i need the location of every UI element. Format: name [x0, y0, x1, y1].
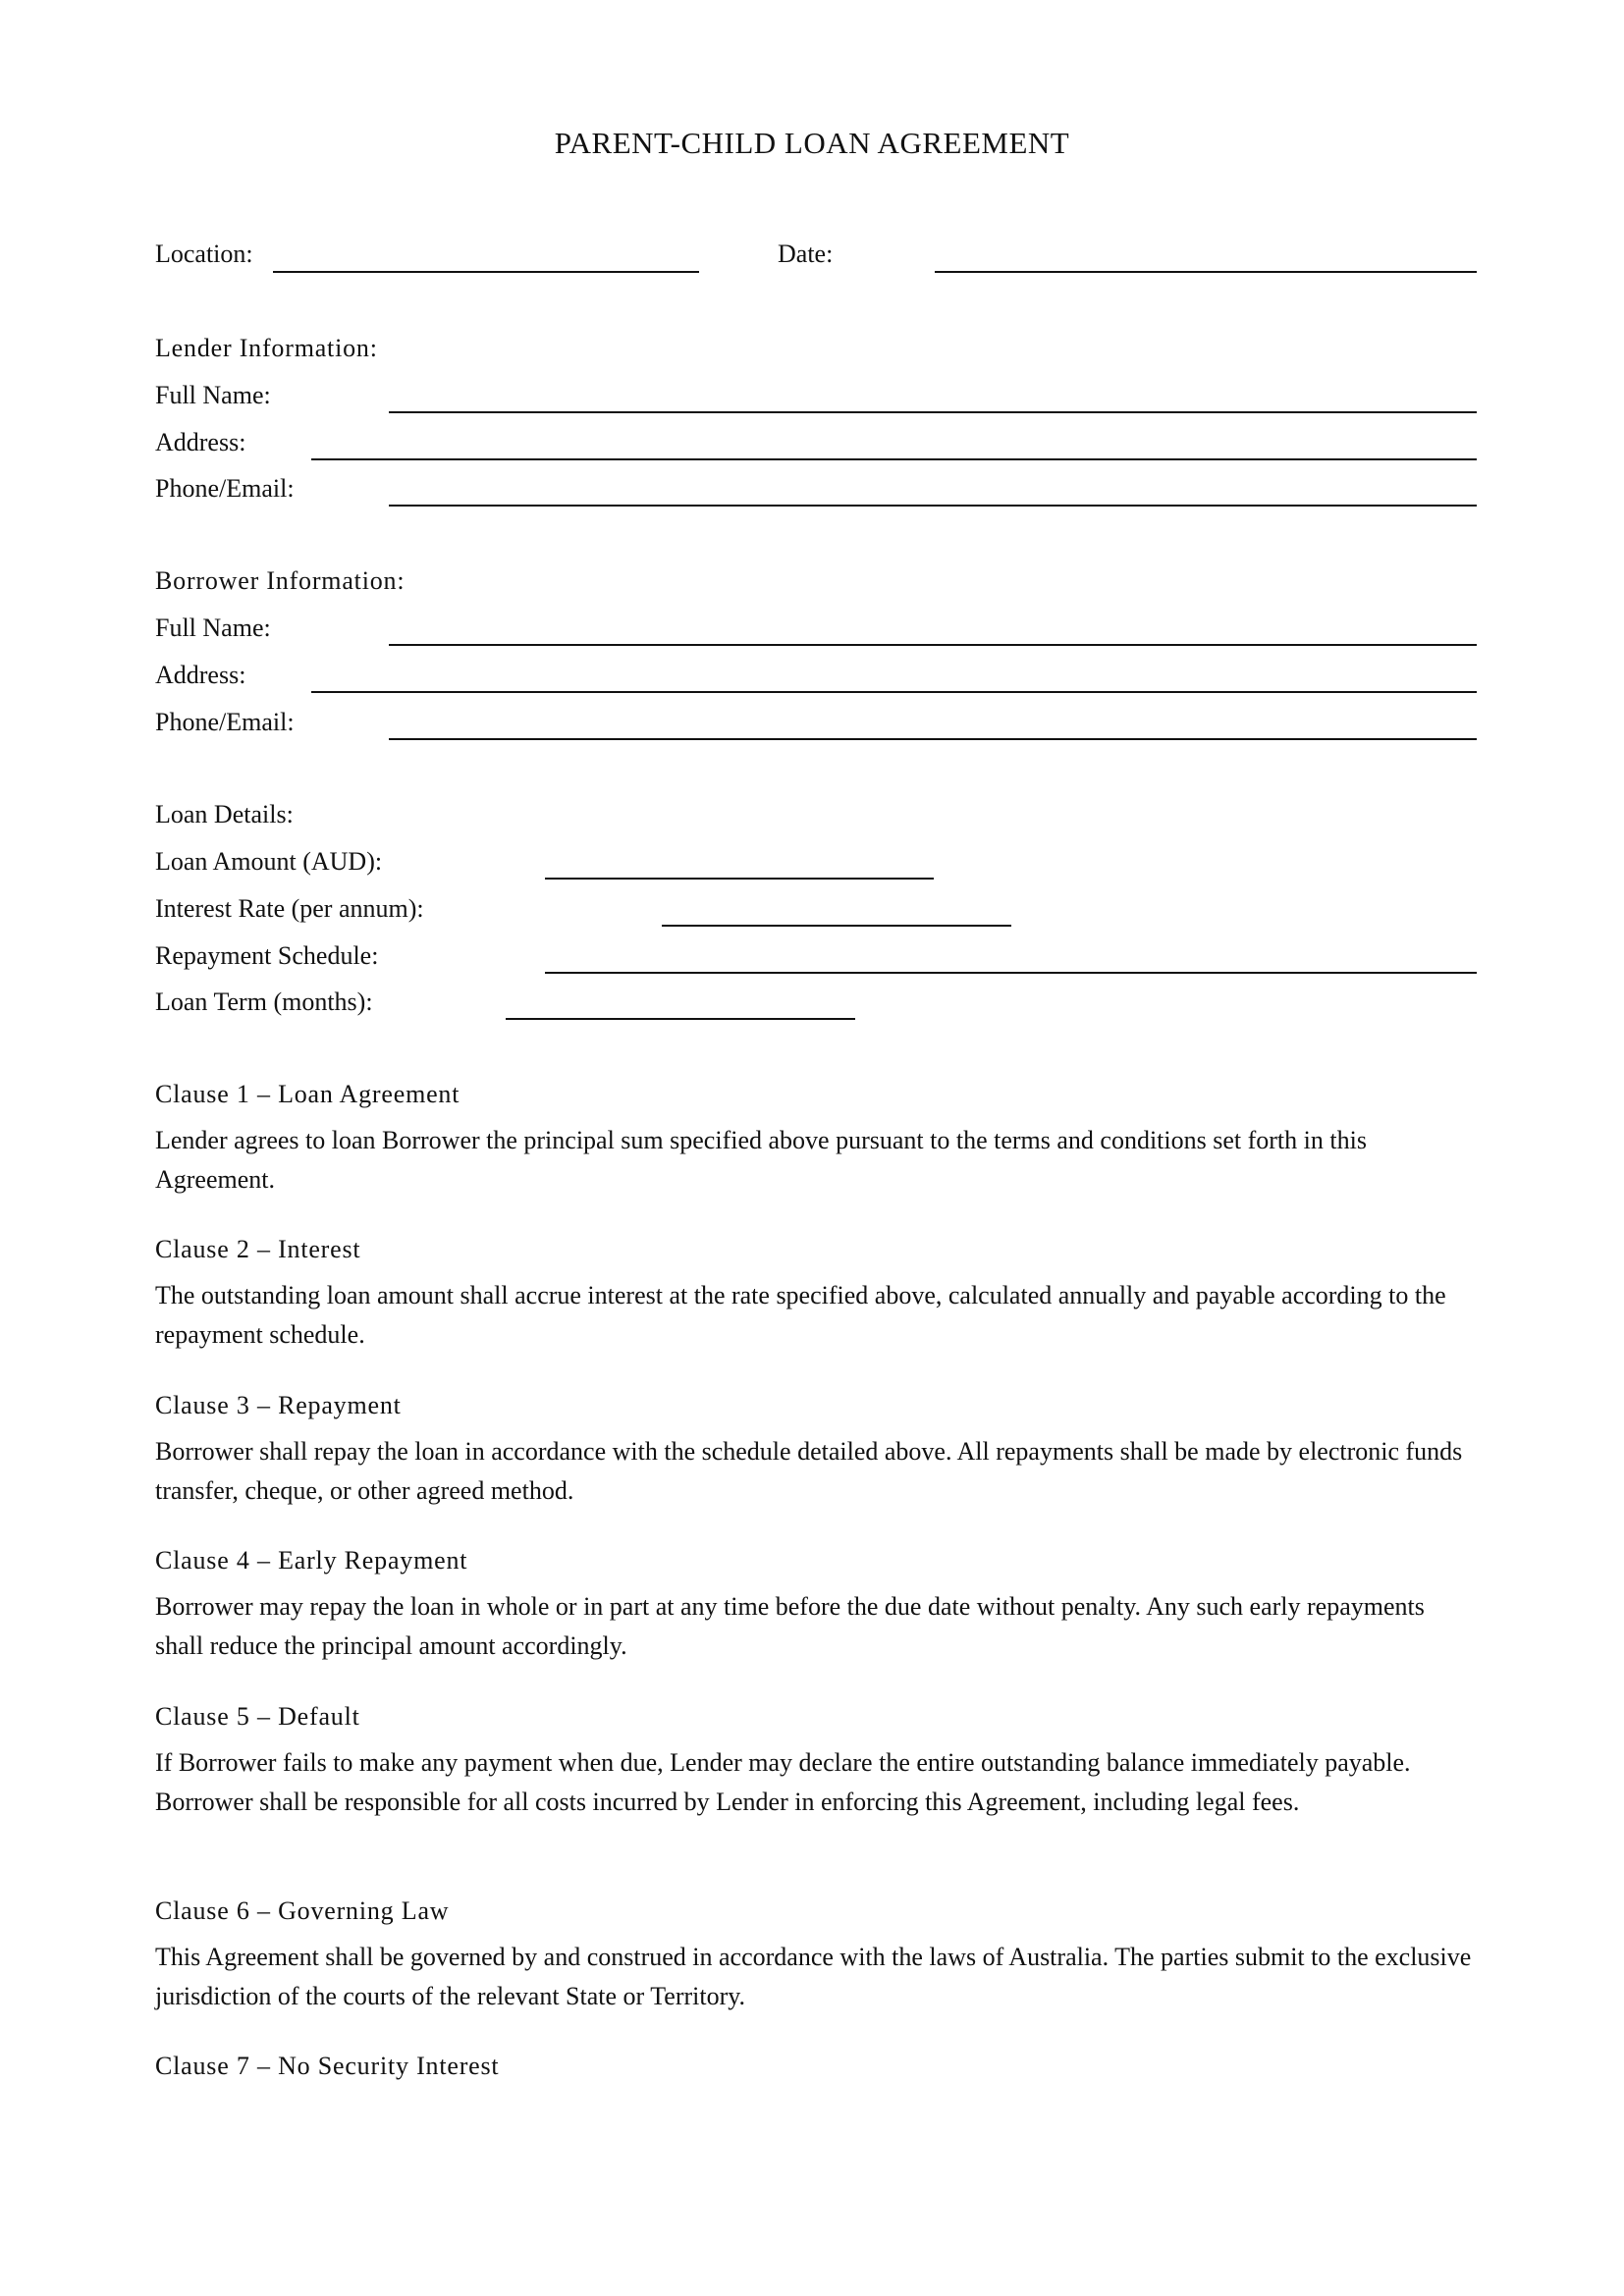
loan-term-field[interactable]: [506, 1018, 855, 1020]
borrower-contact-label: Phone/Email:: [155, 708, 295, 736]
lender-contact-label: Phone/Email:: [155, 474, 295, 503]
clause-6-body: This Agreement shall be governed by and construed in accordance with the laws of Australia. The parties submit to the exclusive jurisdiction of the courts of the relevant State or Territory.: [155, 1943, 1472, 2010]
repayment-schedule-field[interactable]: [545, 972, 1477, 974]
borrower-full-name-label: Full Name:: [155, 614, 271, 642]
date-field[interactable]: [935, 271, 1477, 273]
clause-2-heading: Clause 2 – Interest: [155, 1235, 361, 1263]
clause-5-body: If Borrower fails to make any payment when due, Lender may declare the entire outstanding balance immediately payable. Borrower shall be responsible for all costs incurred by Lender in enforcing this Agreement, including legal fees.: [155, 1748, 1411, 1816]
loan-amount-field[interactable]: [545, 878, 934, 880]
borrower-heading: Borrower Information:: [155, 566, 406, 595]
borrower-full-name-field[interactable]: [389, 644, 1477, 646]
clause-1-body: Lender agrees to loan Borrower the principal sum specified above pursuant to the terms and conditions set forth in this Agreement.: [155, 1126, 1367, 1194]
lender-contact-field[interactable]: [389, 505, 1477, 507]
repayment-schedule-label: Repayment Schedule:: [155, 941, 379, 970]
clause-4-heading: Clause 4 – Early Repayment: [155, 1546, 468, 1575]
loan-amount-label: Loan Amount (AUD):: [155, 847, 383, 876]
lender-full-name-field[interactable]: [389, 411, 1477, 413]
interest-rate-field[interactable]: [662, 925, 1011, 927]
clause-5-heading: Clause 5 – Default: [155, 1702, 360, 1731]
clause-7-heading: Clause 7 – No Security Interest: [155, 2052, 500, 2080]
clause-6-heading: Clause 6 – Governing Law: [155, 1896, 450, 1925]
lender-heading: Lender Information:: [155, 334, 378, 362]
document-title: PARENT-CHILD LOAN AGREEMENT: [554, 126, 1070, 160]
borrower-address-field[interactable]: [311, 691, 1477, 693]
lender-address-field[interactable]: [311, 458, 1477, 460]
lender-address-label: Address:: [155, 428, 246, 456]
clause-1-heading: Clause 1 – Loan Agreement: [155, 1080, 460, 1108]
loan-term-label: Loan Term (months):: [155, 988, 373, 1016]
interest-rate-label: Interest Rate (per annum):: [155, 894, 424, 923]
lender-full-name-label: Full Name:: [155, 381, 271, 409]
clause-3-heading: Clause 3 – Repayment: [155, 1391, 402, 1419]
location-label: Location:: [155, 240, 253, 268]
borrower-contact-field[interactable]: [389, 738, 1477, 740]
location-field[interactable]: [273, 271, 699, 273]
loan-heading: Loan Details:: [155, 800, 294, 828]
clause-4-body: Borrower may repay the loan in whole or in part at any time before the due date without penalty. Any such early repayments shall reduce the principal amount accordingly.: [155, 1592, 1425, 1660]
clause-2-body: The outstanding loan amount shall accrue interest at the rate specified above, calculated annually and payable according to the repayment schedule.: [155, 1281, 1446, 1349]
date-label: Date:: [778, 240, 834, 268]
borrower-address-label: Address:: [155, 661, 246, 689]
clause-3-body: Borrower shall repay the loan in accordance with the schedule detailed above. All repayments shall be made by electronic funds transfer, cheque, or other agreed method.: [155, 1437, 1463, 1505]
